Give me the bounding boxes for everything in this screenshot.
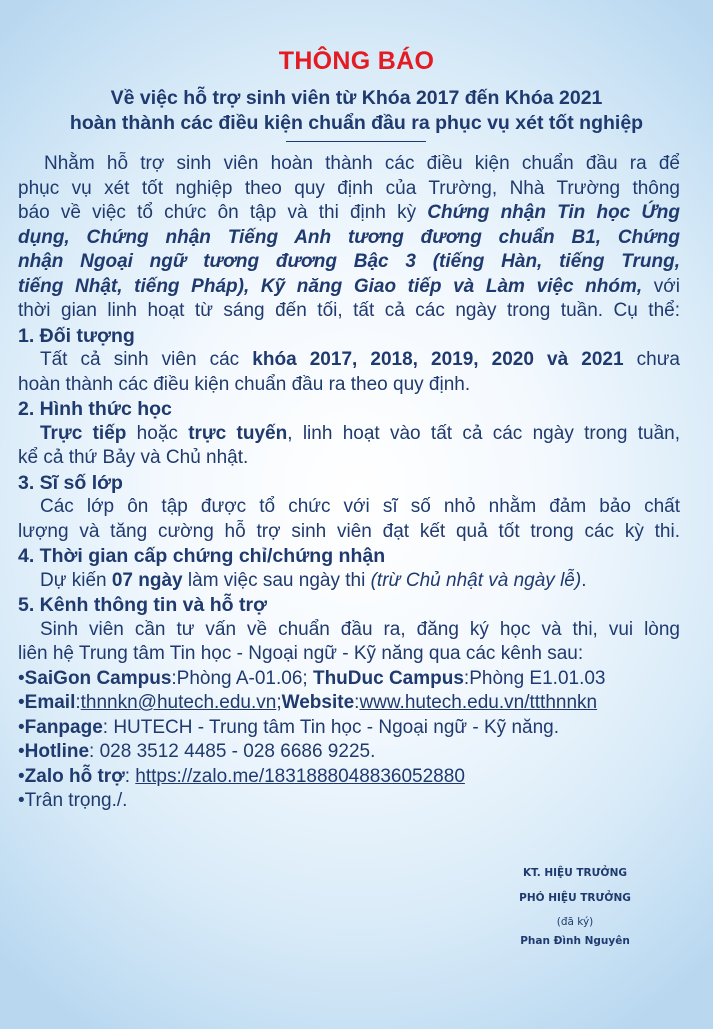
section-line: hoàn thành các điều kiện chuẩn đầu ra theo quy định. (18, 373, 471, 395)
section-text: hoặc (126, 422, 189, 444)
contact-campus (18, 667, 680, 692)
intro-line (18, 152, 680, 177)
section-line: liên hệ Trung tâm Tin học - Ngoại ngữ - Kỹ năng qua các kênh sau: (18, 643, 584, 664)
intro-emphasis: nhận Ngoại ngữ tương đương Bậc 3 (tiếng Hàn, tiếng Trung, (18, 251, 680, 272)
email-link[interactable]: thnnkn@hutech.edu.vn (80, 692, 277, 713)
section-text: . (581, 569, 587, 591)
section-heading: 4. Thời gian cấp chứng chỉ/chứng nhận (18, 545, 386, 567)
intro-emphasis: Chứng nhận Tin học Ứng (427, 202, 680, 223)
notice-title: THÔNG BÁO (278, 47, 435, 75)
bullet-icon: • (18, 790, 25, 811)
bullet-icon: • (18, 741, 25, 762)
section-heading: 3. Sĩ số lớp (18, 471, 123, 494)
intro-text: phục vụ xét tốt nghiệp theo quy định của Trường, Nhà Trường thông (18, 177, 680, 199)
contact-value: : 028 3512 4485 - 028 6686 9225. (89, 741, 376, 762)
signature-title: KT. HIỆU TRƯỞNG (523, 867, 627, 879)
contact-separator: : (124, 765, 130, 787)
section-heading: 1. Đối tượng (18, 324, 135, 347)
section-line: Các lớp ôn tập được tổ chức với sĩ số nhỏ nhằm đảm bảo chất (40, 496, 680, 517)
contact-label: ThuDuc Campus (312, 667, 464, 689)
website-link[interactable]: www.hutech.edu.vn/ttthnnkn (359, 692, 598, 713)
section-line: Sinh viên cần tư vấn về chuẩn đầu ra, đăng ký học và thi, vui lòng (40, 618, 680, 640)
contact-label: SaiGon Campus (24, 667, 172, 689)
contact-value: :Phòng A-01.06; (171, 667, 313, 689)
section-text: chưa (623, 349, 680, 370)
section-emphasis: trực tuyến (188, 422, 288, 444)
intro-line (18, 226, 680, 251)
intro-line (18, 201, 680, 226)
section-emphasis: khóa 2017, 2018, 2019, 2020 và 2021 (252, 349, 624, 370)
section-line (18, 422, 680, 447)
notice-subtitle-line1: Về việc hỗ trợ sinh viên từ Khóa 2017 đến Khóa 2021 (110, 87, 603, 109)
section-line: kể cả thứ Bảy và Chủ nhật. (18, 447, 249, 468)
section-line (18, 348, 680, 373)
section-heading: 2. Hình thức học (18, 398, 172, 420)
contact-value: : HUTECH - Trung tâm Tin học - Ngoại ngữ - Kỹ năng. (102, 716, 560, 738)
intro-text: thời gian linh hoạt từ sáng đến tối, tất cả các ngày trong tuần. Cụ thể: (18, 300, 680, 321)
contact-label: Fanpage (24, 716, 103, 738)
bullet-icon: • (18, 667, 25, 689)
bullet-icon: • (18, 716, 25, 738)
contact-email-website (18, 691, 680, 716)
contact-value: :Phòng E1.01.03 (463, 667, 606, 689)
bullet-icon: • (18, 765, 25, 787)
bullet-icon: • (18, 692, 25, 713)
notice-body (18, 152, 680, 814)
section-line (18, 569, 680, 594)
contact-zalo (18, 765, 680, 790)
intro-line (18, 275, 680, 300)
signature-position: PHÓ HIỆU TRƯỞNG (519, 892, 631, 904)
signature-status: (đã ký) (556, 916, 594, 928)
contact-separator: : (354, 692, 360, 713)
intro-emphasis: tiếng Nhật, tiếng Pháp), Kỹ năng Giao tiếp và Làm việc nhóm, (18, 275, 643, 297)
section-heading: 5. Kênh thông tin và hỗ trợ (18, 594, 267, 616)
closing-line (18, 789, 680, 814)
notice-subtitle-line2: hoàn thành các điều kiện chuẩn đầu ra phục vụ xét tốt nghiệp (69, 112, 644, 134)
contact-separator: : (75, 692, 81, 713)
contact-separator: ; (276, 692, 282, 713)
contact-label: Email (24, 692, 76, 713)
section-text: Dự kiến (40, 569, 112, 591)
section-note: (trừ Chủ nhật và ngày lễ) (370, 569, 582, 591)
section-text: Tất cả sinh viên các (40, 349, 253, 370)
intro-text: Nhằm hỗ trợ sinh viên hoàn thành các điều kiện chuẩn đầu ra để (44, 153, 680, 174)
contact-fanpage (18, 716, 680, 741)
intro-emphasis: dụng, Chứng nhận Tiếng Anh tương đương chuẩn B1, Chứng (18, 226, 680, 248)
contact-label: Zalo hỗ trợ (24, 765, 125, 787)
zalo-link[interactable]: https://zalo.me/1831888048836052880 (135, 765, 465, 787)
section-emphasis: 07 ngày (111, 569, 183, 591)
intro-line (18, 299, 680, 324)
divider (286, 141, 426, 142)
intro-text: với (642, 275, 680, 297)
section-text: làm việc sau ngày thi (182, 569, 371, 591)
contact-hotline (18, 740, 680, 765)
section-line: lượng và tăng cường hỗ trợ sinh viên đạt kết quả tốt trong các kỳ thi. (18, 520, 680, 542)
section-emphasis: Trực tiếp (40, 422, 127, 444)
contact-label: Hotline (24, 741, 90, 762)
intro-line (18, 177, 680, 202)
section-text: , linh hoạt vào tất cả các ngày trong tuần, (287, 422, 680, 444)
closing-text: Trân trọng./. (24, 790, 128, 811)
contact-label: Website (281, 692, 355, 713)
intro-line (18, 250, 680, 275)
intro-text: báo về việc tổ chức ôn tập và thi định kỳ (18, 202, 428, 223)
signature-name: Phan Đình Nguyên (520, 935, 630, 947)
